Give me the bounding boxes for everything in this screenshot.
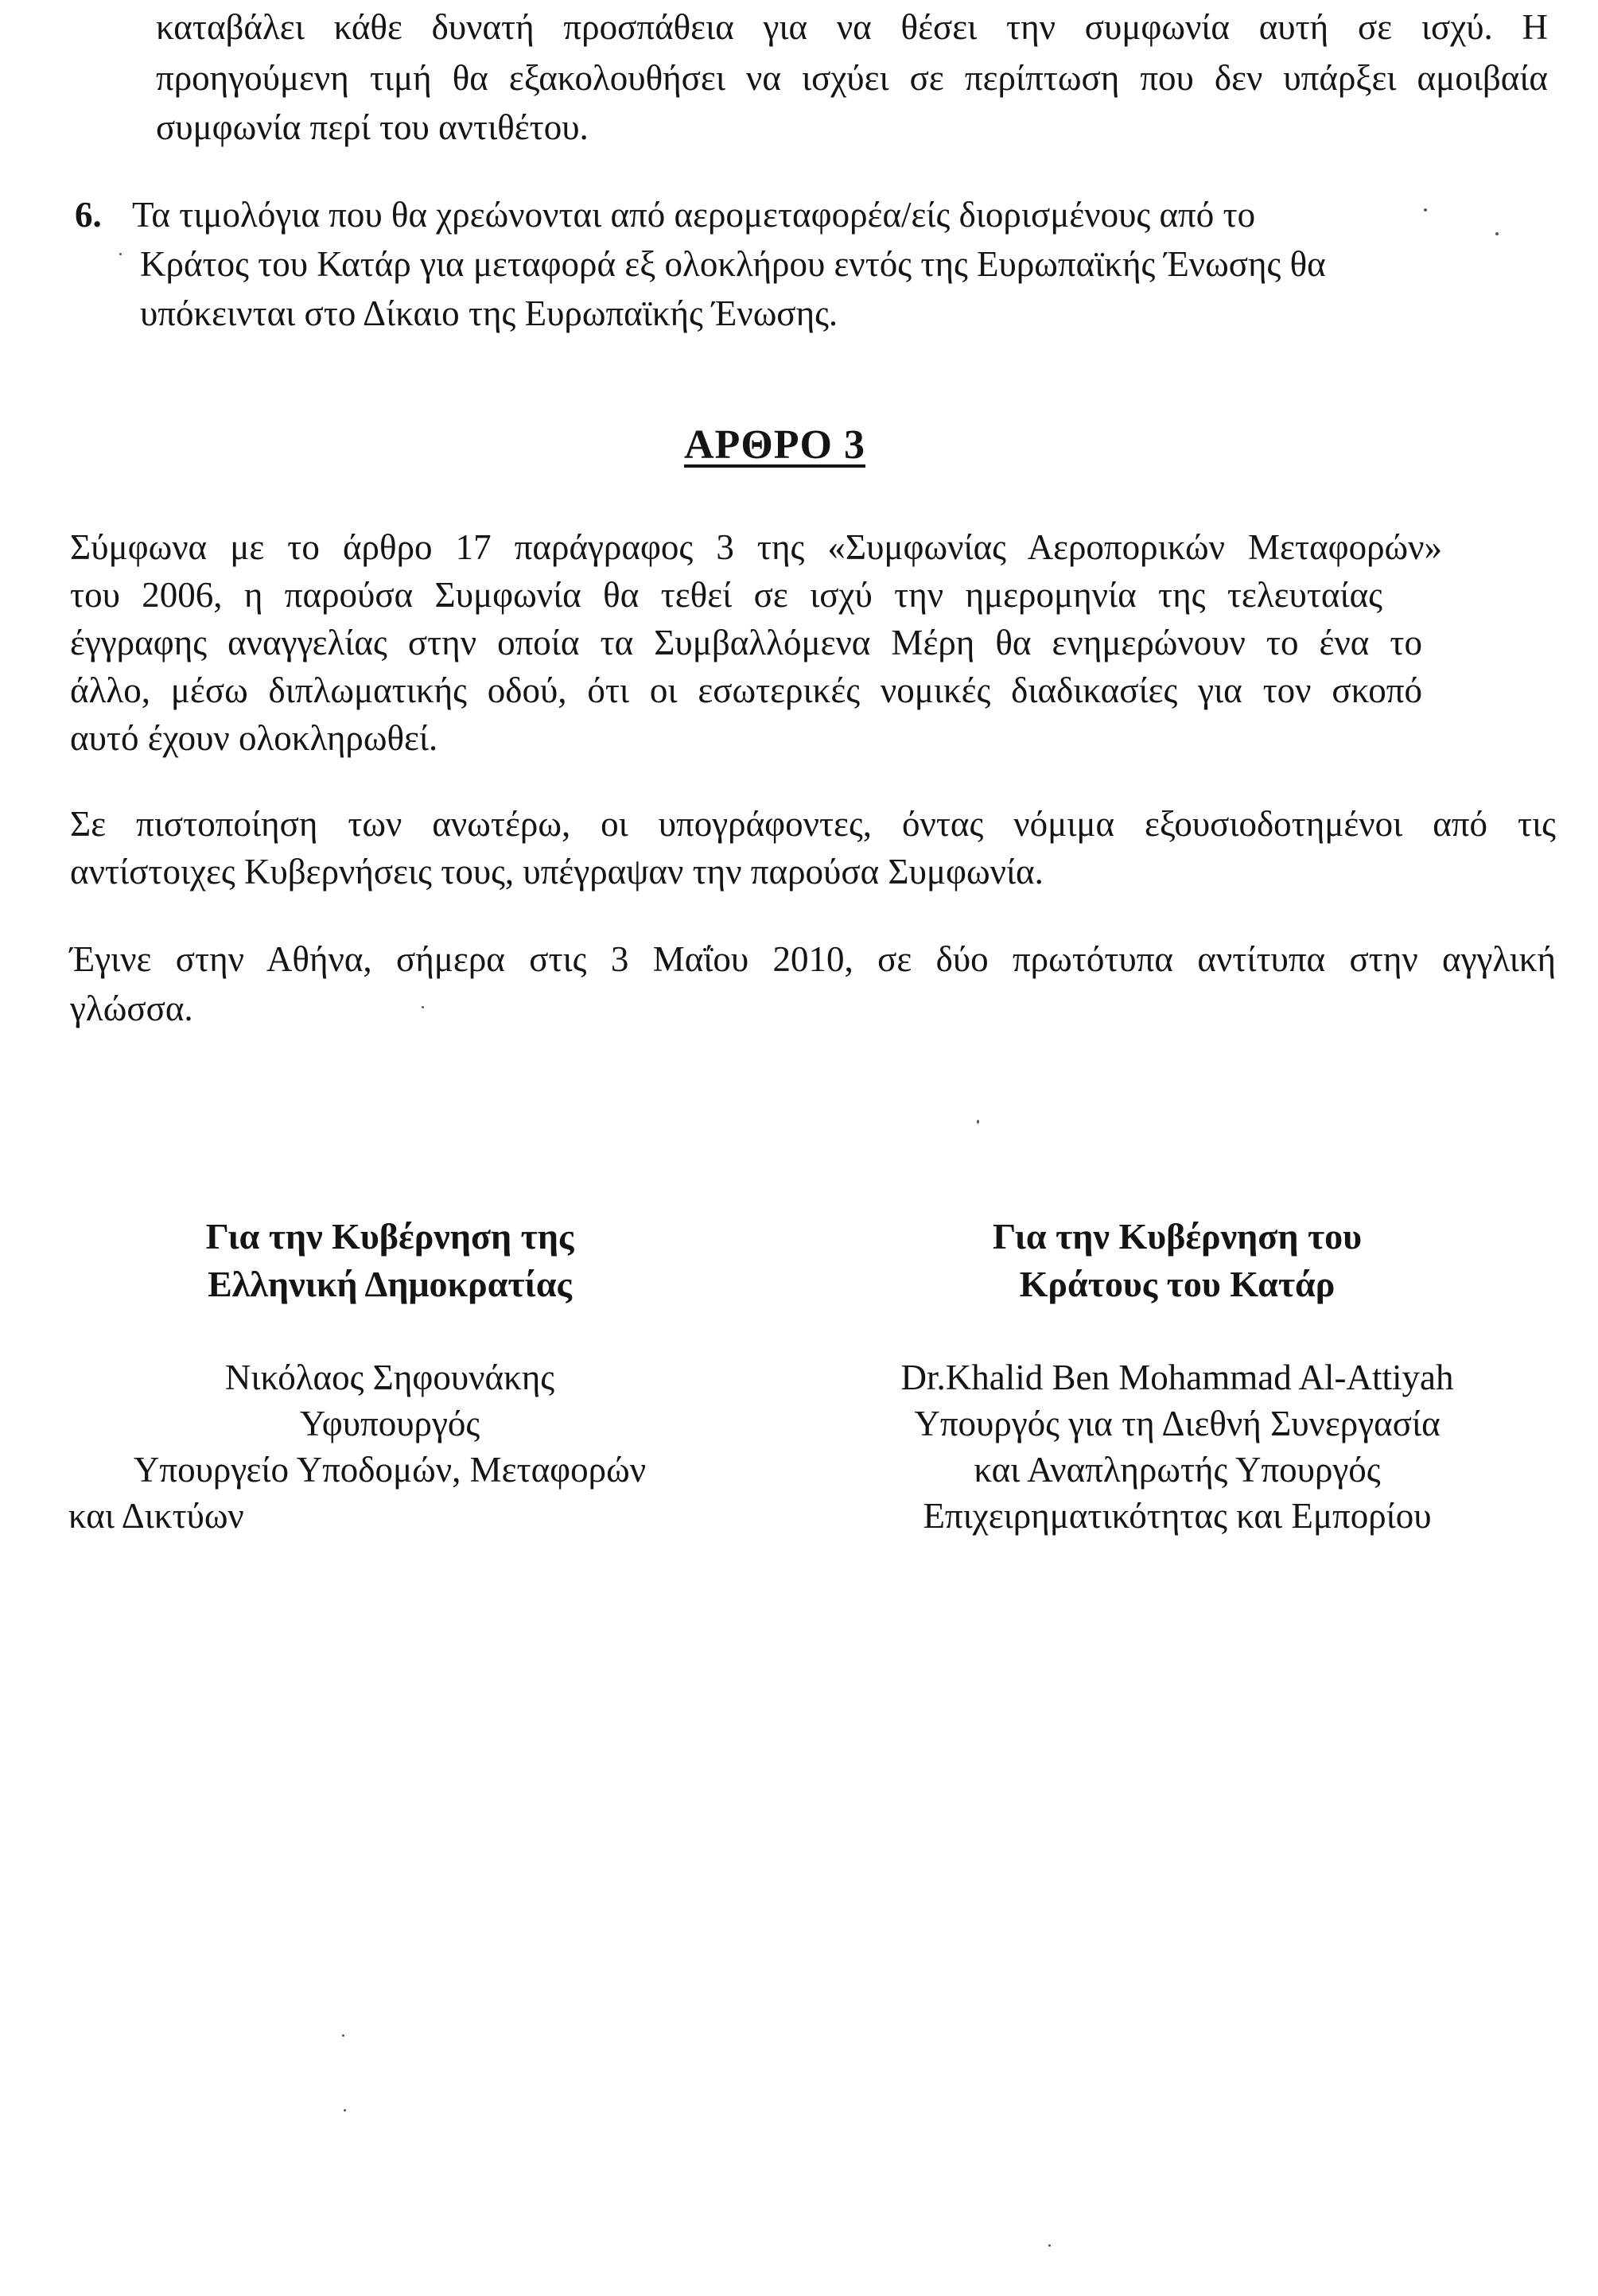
qatar-title-line-2: Κράτους του Κατάρ [1019, 1264, 1336, 1304]
greece-role-line-1: Υφυπουργός [299, 1404, 480, 1443]
signature-block-qatar [835, 1213, 1519, 1539]
item-6-line-1: Τα τιμολόγια που θα χρεώνονται από αερομεταφορέα/είς διορισμένους από το [132, 195, 1256, 235]
greece-title-line-2: Ελληνική Δημοκρατίας [208, 1264, 572, 1304]
scan-speck [422, 1006, 424, 1008]
article-3-p2-line-1: Σε πιστοποίηση των ανωτέρω, οι υπογράφοντες, όντας νόμιμα εξουσιοδοτημένοι από τις [70, 804, 1556, 844]
item-6-line-3: υπόκεινται στο Δίκαιο της Ευρωπαϊκής Ένωσης. [140, 293, 838, 333]
article-3-heading: ΑΡΘΡΟ 3 [684, 422, 865, 468]
qatar-role-line-3: Επιχειρηματικότητας και Εμπορίου [923, 1496, 1432, 1536]
qatar-role-line-1: Υπουργός για τη Διεθνή Συνεργασία [914, 1404, 1441, 1443]
qatar-signatory-name: Dr.Khalid Ben Mohammad Al-Attiyah [900, 1358, 1454, 1397]
scan-speck [1048, 2244, 1051, 2247]
scan-speck [1424, 208, 1427, 212]
continuation-line-1: καταβάλει κάθε δυνατή προσπάθεια για να θέσει την συμφωνία αυτή σε ισχύ. Η [156, 7, 1548, 47]
scan-speck [342, 2034, 344, 2037]
greece-signatory-name: Νικόλαος Σηφουνάκης [224, 1358, 555, 1397]
article-3-p1-line-4: άλλο, μέσω διπλωματικής οδού, ότι οι εσωτερικές νομικές διαδικασίες για τον σκοπό [70, 670, 1422, 710]
article-3-p3-line-2: γλώσσα. [70, 989, 193, 1028]
item-6-line-2: Κράτος του Κατάρ για μεταφορά εξ ολοκλήρου εντός της Ευρωπαϊκής Ένωσης θα [140, 244, 1326, 284]
article-3-p1-line-5: αυτό έχουν ολοκληρωθεί. [70, 718, 438, 758]
qatar-role-line-2: και Αναπληρωτής Υπουργός [974, 1450, 1381, 1490]
greece-role-line-3 [64, 1493, 716, 1539]
article-3-p1-line-2: του 2006, η παρούσα Συμφωνία θα τεθεί σε ισχύ την ημερομηνία της τελευταίας [70, 575, 1382, 615]
signature-block-greece [64, 1213, 716, 1539]
article-3-p1-line-3: έγγραφης αναγγελίας στην οποία τα Συμβαλλόμενα Μέρη θα ενημερώνουν το ένα το [70, 623, 1422, 662]
item-6-number: 6. [75, 195, 102, 235]
article-3-p3-line-1: Έγινε στην Αθήνα, σήμερα στις 3 Μαΐου 2010, σε δύο πρωτότυπα αντίτυπα στην αγγλική [70, 939, 1556, 979]
scan-speck [977, 1120, 979, 1124]
greece-role-line-3-text: και Δικτύων [68, 1496, 244, 1536]
article-3-p1-line-1: Σύμφωνα με το άρθρο 17 παράγραφος 3 της «Συμφωνίας Αεροπορικών Μεταφορών» [70, 527, 1442, 567]
scan-speck [119, 253, 122, 255]
scan-speck [344, 2109, 346, 2111]
greece-title-line-1: Για την Κυβέρνηση της [205, 1216, 574, 1257]
continuation-line-2: προηγούμενη τιμή θα εξακολουθήσει να ισχύει σε περίπτωση που δεν υπάρξει αμοιβαία [156, 58, 1548, 98]
qatar-title-line-1: Για την Κυβέρνηση του [992, 1216, 1363, 1257]
scan-speck [1495, 232, 1499, 235]
article-3-p2-line-2: αντίστοιχες Κυβερνήσεις τους, υπέγραψαν την παρούσα Συμφωνία. [70, 852, 1044, 892]
greece-role-line-2: Υπουργείο Υποδομών, Μεταφορών [133, 1450, 647, 1490]
continuation-line-3: συμφωνία περί του αντιθέτου. [156, 107, 589, 147]
